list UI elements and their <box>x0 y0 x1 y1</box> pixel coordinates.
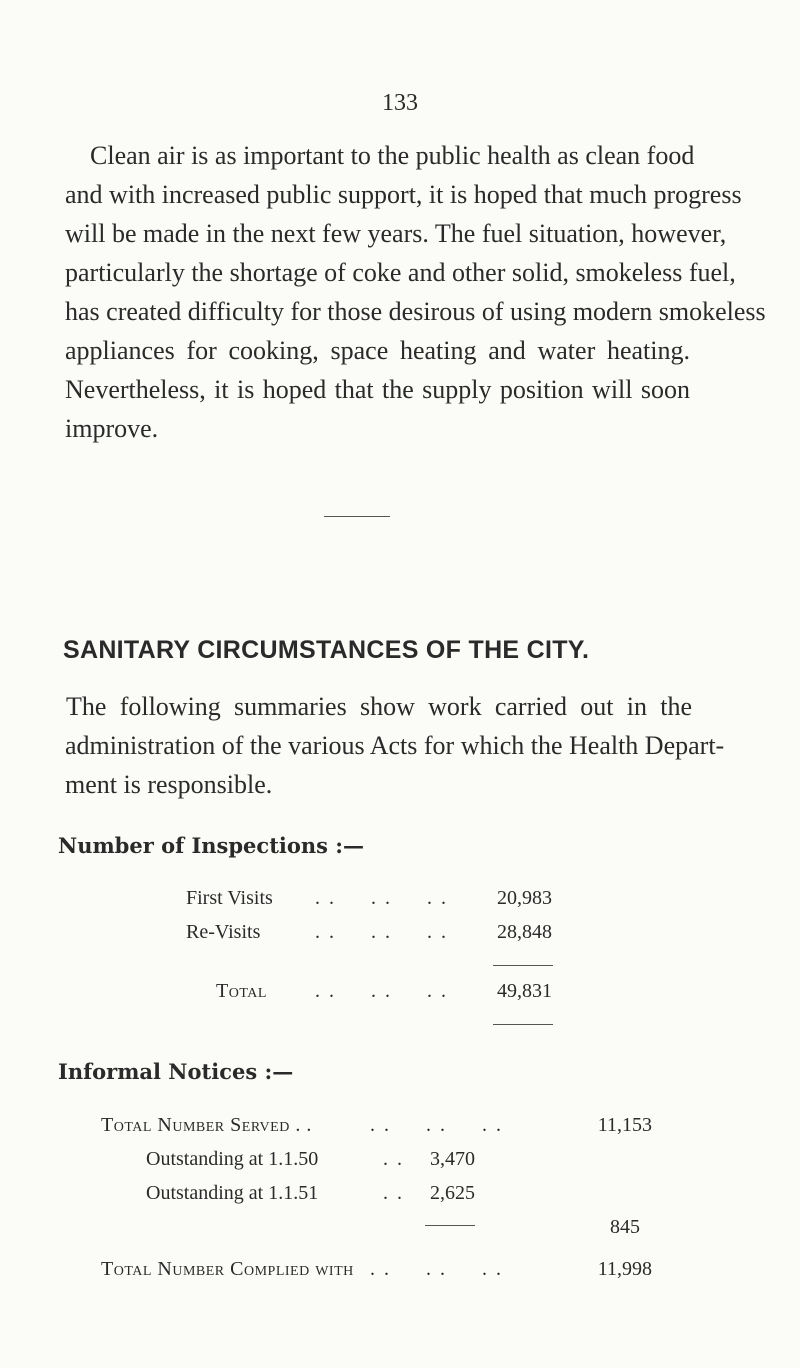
outstanding-1950-dots: . . <box>383 1148 404 1170</box>
difference-value: 845 <box>610 1216 640 1238</box>
first-visits-value: 20,983 <box>497 887 552 909</box>
intro-line: improve. <box>65 414 159 443</box>
inspections-heading: Number of Inspections :— <box>58 833 365 858</box>
intro-line: and with increased public support, it is hoped that much progress <box>65 180 742 209</box>
summary-line: administration of the various Acts for which the Health Depart- <box>65 731 725 760</box>
intro-line: Nevertheless, it is hoped that the supply position will soon <box>65 375 690 404</box>
total-served-dots: . . . . . . <box>370 1114 503 1136</box>
outstanding-1950-label: Outstanding at 1.1.50 <box>146 1148 319 1170</box>
section-divider <box>324 516 390 517</box>
re-visits-label: Re-Visits <box>186 921 261 943</box>
inspections-total-value: 49,831 <box>497 980 552 1002</box>
section-title: SANITARY CIRCUMSTANCES OF THE CITY. <box>63 636 590 664</box>
total-rule-top <box>493 965 553 966</box>
first-visits-label: First Visits <box>186 887 273 909</box>
total-served-value: 11,153 <box>597 1114 652 1136</box>
inspections-total-label: Total <box>216 980 267 1002</box>
total-complied-dots: . . . . . . <box>370 1258 503 1280</box>
total-rule-bottom <box>493 1024 553 1025</box>
re-visits-value: 28,848 <box>497 921 552 943</box>
summary-line: The following summaries show work carried out in the <box>66 692 692 721</box>
total-complied-label: Total Number Complied with <box>101 1258 354 1280</box>
first-visits-dots: . . . . . . <box>315 887 448 909</box>
intro-line: particularly the shortage of coke and other solid, smokeless fuel, <box>65 258 736 287</box>
outstanding-1951-label: Outstanding at 1.1.51 <box>146 1182 319 1204</box>
intro-line: will be made in the next few years. The fuel situation, however, <box>65 219 727 248</box>
outstanding-1950-value: 3,470 <box>430 1148 475 1170</box>
difference-rule <box>425 1225 475 1226</box>
summary-line: ment is responsible. <box>65 770 273 799</box>
total-served-label: Total Number Served . . <box>101 1114 312 1136</box>
intro-line: has created difficulty for those desirous of using modern smokeless <box>65 297 766 326</box>
total-complied-value: 11,998 <box>597 1258 652 1280</box>
page-number: 133 <box>382 90 418 116</box>
intro-line: appliances for cooking, space heating and water heating. <box>65 336 690 365</box>
outstanding-1951-value: 2,625 <box>430 1182 475 1204</box>
notices-heading: Informal Notices :— <box>58 1059 294 1084</box>
outstanding-1951-dots: . . <box>383 1182 404 1204</box>
re-visits-dots: . . . . . . <box>315 921 448 943</box>
intro-line: Clean air is as important to the public health as clean food <box>90 141 695 170</box>
inspections-total-dots: . . . . . . <box>315 980 448 1002</box>
